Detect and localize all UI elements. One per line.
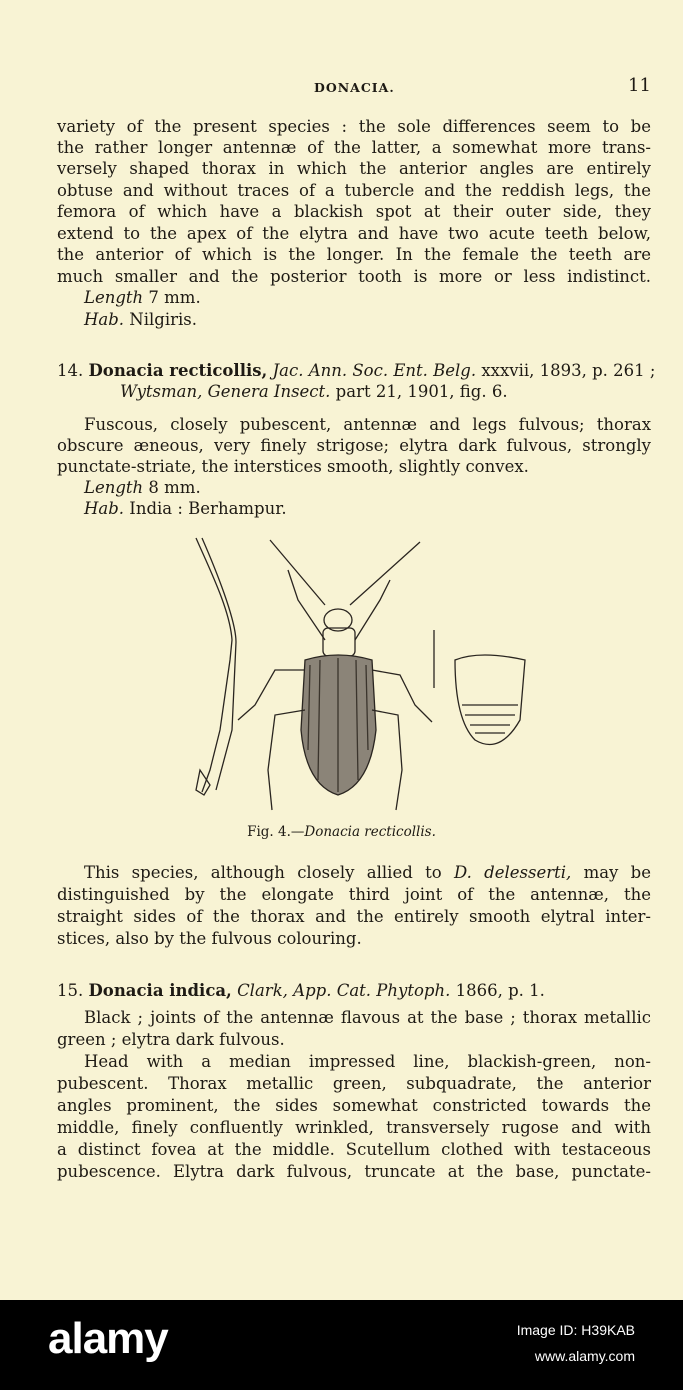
text-line: a distinct fovea at the middle. Scutellum clothed with testaceous <box>57 1140 651 1159</box>
site-url: www.alamy.com <box>534 1348 635 1364</box>
antenna-drawing <box>196 538 236 795</box>
running-title: DONACIA. <box>314 80 395 95</box>
text-line: stices, also by the fulvous colouring. <box>57 929 362 948</box>
page-number: 11 <box>628 75 651 96</box>
text-line: Head with a median impressed line, blackish-green, non- <box>84 1052 651 1071</box>
text-line: versely shaped thorax in which the anterior angles are entirely <box>57 159 651 178</box>
text-line: This species, although closely allied to D. delesserti, may be <box>84 863 651 882</box>
text-line: obtuse and without traces of a tubercle and the reddish legs, the <box>57 181 651 200</box>
text-line: punctate-striate, the interstices smooth, slightly convex. <box>57 457 529 476</box>
text-line: angles prominent, the sides somewhat constricted towards the <box>57 1096 651 1115</box>
species-reference: Wytsman, Genera Insect. part 21, 1901, fig. 6. <box>120 382 508 401</box>
text-line: distinguished by the elongate third joint of the antennæ, the <box>57 885 651 904</box>
text-line: the anterior of which is the longer. In the female the teeth are <box>57 245 651 264</box>
beetle-illustration <box>180 530 540 820</box>
species-heading: 15. Donacia indica, Clark, App. Cat. Phytoph. 1866, p. 1. <box>57 981 545 1000</box>
text-line: green ; elytra dark fulvous. <box>57 1030 285 1049</box>
text-line: Fuscous, closely pubescent, antennæ and legs fulvous; thorax <box>84 415 651 434</box>
text-line: straight sides of the thorax and the entirely smooth elytral inter- <box>57 907 651 926</box>
text-line: much smaller and the posterior tooth is more or less indistinct. <box>57 267 651 286</box>
figure-caption: Fig. 4.—Donacia recticollis. <box>247 824 436 840</box>
length-line: Length 8 mm. <box>84 478 201 497</box>
alamy-logo: alamy <box>48 1314 168 1363</box>
text-line: middle, finely confluently wrinkled, transversely rugose and with <box>57 1118 651 1137</box>
species-heading: 14. Donacia recticollis, Jac. Ann. Soc. Ent. Belg. xxxvii, 1893, p. 261 ; <box>57 361 656 380</box>
habitat-line: Hab. Nilgiris. <box>84 310 198 329</box>
text-line: pubescence. Elytra dark fulvous, truncate at the base, punctate- <box>57 1162 651 1181</box>
text-line: Black ; joints of the antennæ flavous at the base ; thorax metallic <box>84 1008 651 1027</box>
beetle-body <box>238 540 432 810</box>
text-line: pubescent. Thorax metallic green, subquadrate, the anterior <box>57 1074 651 1093</box>
watermark-footer <box>0 1300 683 1390</box>
habitat-line: Hab. India : Berhampur. <box>84 499 287 518</box>
abdomen-drawing <box>455 655 525 745</box>
text-line: obscure æneous, very finely strigose; elytra dark fulvous, strongly <box>57 436 651 455</box>
length-line: Length 7 mm. <box>84 288 201 307</box>
text-line: variety of the present species : the sole differences seem to be <box>57 117 651 136</box>
image-id: Image ID: H39KAB <box>516 1322 635 1338</box>
text-line: the rather longer antennæ of the latter, a somewhat more trans- <box>57 138 651 157</box>
text-line: femora of which have a blackish spot at their outer side, they <box>57 202 651 221</box>
text-line: extend to the apex of the elytra and have two acute teeth below, <box>57 224 651 243</box>
